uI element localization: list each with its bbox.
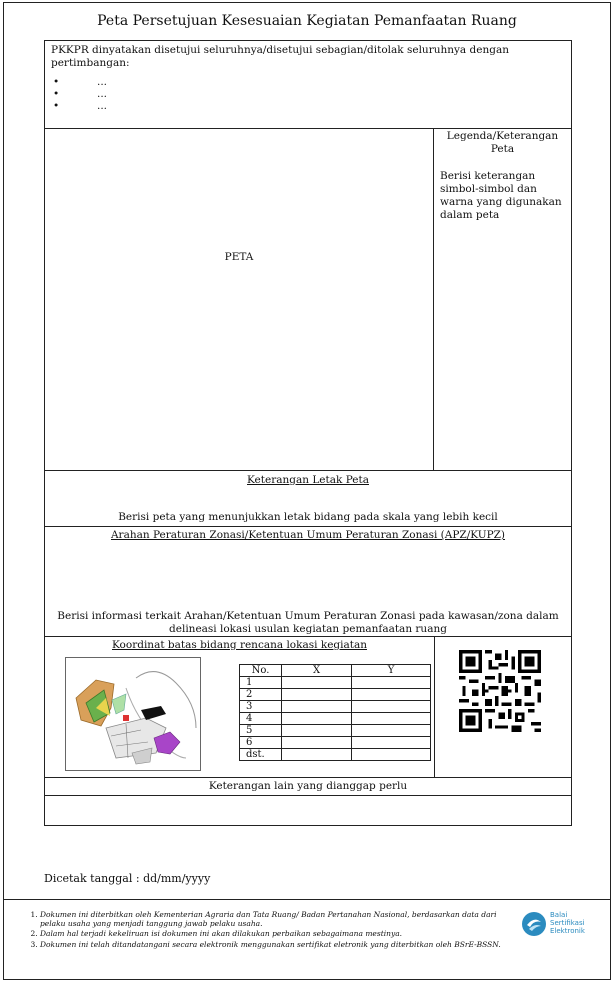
col-header-no: No. (240, 665, 282, 677)
bullet-item: • ... (51, 88, 565, 100)
arahan-heading: Arahan Peraturan Zonasi/Ketentuan Umum Peraturan Zonasi (APZ/KUPZ) (110, 529, 506, 541)
legend-panel (434, 129, 571, 470)
map-label: PETA (224, 251, 254, 263)
bsre-icon (520, 910, 548, 938)
note-item: 2. Dalam hal terjadi kekeliruan isi dokumen ini akan dilakukan perbaikan sebagaimana mestinya. (40, 929, 505, 938)
footer-notes (18, 910, 505, 950)
pkkpr-section (45, 41, 571, 129)
table-row: dst. (240, 749, 431, 761)
print-date: Dicetak tanggal : dd/mm/yyyy (44, 872, 211, 885)
arahan-body: Berisi informasi terkait Arahan/Ketentuan Umum Peraturan Zonasi pada kawasan/zona dalam delineasi lokasi usulan kegiatan pemanfaatan ruang (57, 610, 559, 635)
note-item: 3. Dokumen ini telah ditandatangani secara elektronik menggunakan sertifikat eletronik yang diterbitkan oleh BSrE-BSSN. (40, 940, 505, 949)
table-row: 5 (240, 725, 431, 737)
lain-content (45, 796, 571, 827)
coordinate-table (239, 664, 431, 761)
letak-heading: Keterangan Letak Peta (247, 474, 369, 486)
koordinat-heading: Koordinat batas bidang rencana lokasi kegiatan (112, 639, 367, 651)
lain-heading: Keterangan lain yang dianggap perlu (208, 780, 408, 792)
table-row: 6 (240, 737, 431, 749)
qr-code (459, 650, 541, 732)
bsre-text: Balai Sertifikasi Elektronik (550, 911, 585, 935)
page-title: Peta Persetujuan Kesesuaian Kegiatan Pemanfaatan Ruang (97, 13, 517, 29)
map-area (45, 129, 434, 470)
arahan-section (45, 527, 571, 637)
divider (434, 637, 435, 777)
legend-body: Berisi keterangan simbol-simbol dan warna yang digunakan dalam peta (440, 170, 562, 221)
table-row: 4 (240, 713, 431, 725)
form-frame (44, 40, 572, 826)
bullet-item: • ... (51, 76, 565, 88)
minimap-graphic (66, 658, 201, 771)
document-page (3, 2, 611, 980)
koordinat-section (45, 637, 571, 778)
pkkpr-bullets (51, 76, 565, 112)
col-header-x: X (282, 665, 352, 677)
location-minimap (65, 657, 201, 771)
col-header-y: Y (352, 665, 431, 677)
table-row: 2 (240, 689, 431, 701)
letak-section (45, 471, 571, 527)
note-item: 1. Dokumen ini diterbitkan oleh Kementerian Agraria dan Tata Ruang/ Badan Pertanahan Nasional, berdasarkan data dari pelaku usaha yang menjadi tanggung jawab pelaku usaha. (40, 910, 505, 928)
legend-title: Legenda/Keterangan Peta (446, 130, 559, 155)
bullet-item: • ... (51, 100, 565, 112)
footer (4, 899, 610, 980)
map-section (45, 129, 571, 471)
letak-body: Berisi peta yang menunjukkan letak bidang pada skala yang lebih kecil (118, 511, 498, 523)
pkkpr-text: PKKPR dinyatakan disetujui seluruhnya/disetujui sebagian/ditolak seluruhnya dengan pertimbangan: (51, 44, 509, 69)
lain-section (45, 778, 571, 796)
bsre-logo (520, 910, 600, 942)
table-row: 3 (240, 701, 431, 713)
table-row: 1 (240, 677, 431, 689)
